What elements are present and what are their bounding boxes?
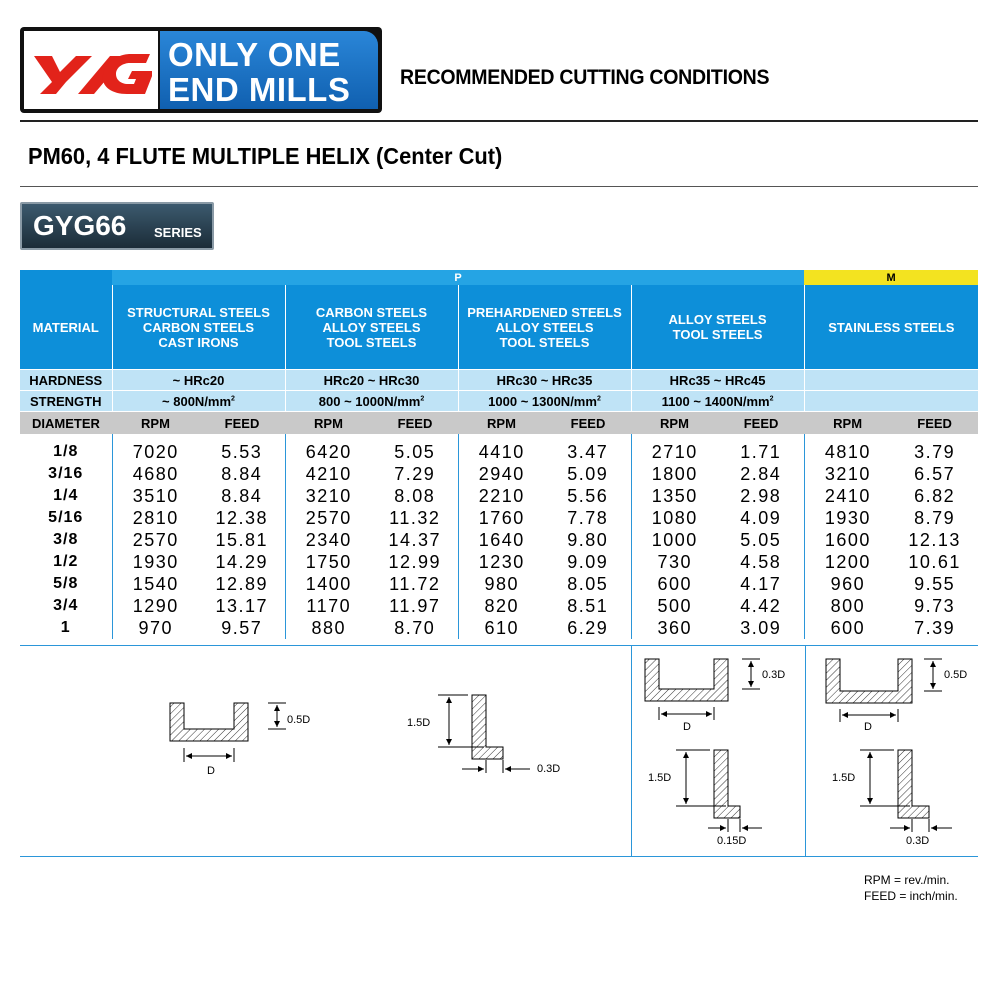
- feed-cell: 8.84: [221, 463, 263, 484]
- rpm-cell: 1600: [804, 529, 891, 551]
- material-2-line-3: TOOL STEELS: [326, 334, 417, 350]
- slot-diagram-c: [645, 659, 760, 720]
- diameter-label: DIAMETER: [20, 412, 112, 435]
- strength-label: STRENGTH: [20, 391, 112, 412]
- rpm-cell: 4810: [804, 441, 891, 463]
- rpm-cell: 600: [804, 617, 891, 639]
- feed-cell: 3.47: [567, 441, 609, 462]
- feed-cell: 8.51: [567, 595, 609, 616]
- diameter-cell: 5/8: [53, 575, 79, 592]
- feed-cell: 11.97: [389, 595, 441, 616]
- rpm-cell: 4210: [285, 463, 372, 485]
- feed-cell: 8.08: [394, 485, 436, 506]
- hardness-3: HRc30 ~ HRc35: [458, 370, 631, 391]
- dim-d-height: 1.5D: [648, 772, 672, 784]
- rpm-header-4: RPM: [631, 412, 718, 435]
- slot-diagram-e: [826, 659, 942, 722]
- side-diagram-d: [676, 750, 762, 832]
- material-1-line-1: STRUCTURAL STEELS: [127, 304, 270, 320]
- dim-e-width: D: [864, 721, 872, 733]
- rpm-cell: 1170: [285, 595, 372, 617]
- diameter-cell: 3/16: [48, 465, 84, 482]
- slot-diagram-a: [170, 703, 286, 762]
- dim-b-height: 1.5D: [407, 717, 431, 729]
- rpm-cell: 1230: [458, 551, 545, 573]
- feed-cell: 9.09: [567, 551, 609, 572]
- rpm-cell: 2340: [285, 529, 372, 551]
- strength-1-value: ~ 800N/mm: [162, 393, 232, 409]
- rpm-cell: 2810: [112, 507, 199, 529]
- feed-header-4: FEED: [718, 412, 804, 435]
- feed-cell: 14.37: [388, 529, 442, 550]
- rpm-cell: 2410: [804, 485, 891, 507]
- series-suffix: SERIES: [154, 225, 202, 240]
- diameter-cell: 1/2: [53, 553, 79, 570]
- strength-1-exp: 2: [231, 395, 235, 403]
- rpm-cell: 1080: [631, 507, 718, 529]
- feed-cell: 8.70: [394, 617, 436, 638]
- feed-cell: 6.57: [914, 463, 956, 484]
- rpm-cell: 4680: [112, 463, 199, 485]
- rpm-cell: 820: [458, 595, 545, 617]
- group-p: P: [112, 270, 804, 285]
- feed-header-1: FEED: [199, 412, 285, 435]
- hardness-1: ~ HRc20: [112, 370, 285, 391]
- rpm-cell: 2570: [112, 529, 199, 551]
- feed-header-5: FEED: [891, 412, 978, 435]
- feed-cell: 4.42: [740, 595, 782, 616]
- dim-a-depth: 0.5D: [287, 714, 311, 726]
- rpm-cell: 1640: [458, 529, 545, 551]
- rpm-cell: 970: [112, 617, 199, 639]
- rpm-cell: 4410: [458, 441, 545, 463]
- strength-4-value: 1100 ~ 1400N/mm: [661, 393, 770, 409]
- rpm-cell: 730: [631, 551, 718, 573]
- feed-cell: 5.53: [221, 441, 263, 462]
- series-name: GYG66: [33, 210, 127, 241]
- feed-cell: 6.82: [914, 485, 956, 506]
- feed-cell: 7.39: [914, 617, 956, 638]
- feed-cell: 15.81: [215, 529, 269, 550]
- page-title: RECOMMENDED CUTTING CONDITIONS: [400, 66, 770, 89]
- side-diagram-b: [438, 695, 530, 773]
- dim-e-depth: 0.5D: [944, 669, 968, 681]
- feed-cell: 9.80: [567, 529, 609, 550]
- feed-cell: 12.13: [908, 529, 961, 550]
- strength-3-value: 1000 ~ 1300N/mm: [488, 393, 597, 409]
- feed-cell: 4.09: [740, 507, 782, 528]
- note-feed: FEED = inch/min.: [864, 889, 958, 903]
- hardness-label: HARDNESS: [20, 370, 112, 391]
- feed-cell: 8.84: [221, 485, 263, 506]
- group-m: M: [804, 270, 978, 285]
- rpm-cell: 880: [285, 617, 372, 639]
- rpm-cell: 1200: [804, 551, 891, 573]
- feed-cell: 4.17: [740, 573, 782, 594]
- rpm-cell: 3210: [285, 485, 372, 507]
- feed-cell: 5.05: [740, 529, 782, 550]
- note-rpm: RPM = rev./min.: [864, 873, 950, 887]
- material-2-line-1: CARBON STEELS: [315, 304, 428, 320]
- feed-cell: 6.29: [567, 617, 609, 638]
- diameter-cell: 3/4: [53, 597, 79, 614]
- material-1-line-2: CARBON STEELS: [142, 319, 255, 335]
- feed-cell: 9.55: [914, 573, 956, 594]
- side-diagram-f: [860, 750, 952, 832]
- rpm-cell: 1750: [285, 551, 372, 573]
- rpm-cell: 1000: [631, 529, 718, 551]
- dim-d-step: 0.15D: [717, 835, 747, 847]
- feed-cell: 12.89: [215, 573, 269, 594]
- strength-4-exp: 2: [769, 395, 774, 403]
- rpm-cell: 1930: [804, 507, 891, 529]
- rpm-cell: 2570: [285, 507, 372, 529]
- diameter-cell: 1: [60, 619, 71, 636]
- feed-header-3: FEED: [545, 412, 631, 435]
- feed-cell: 12.38: [215, 507, 269, 528]
- rpm-header-3: RPM: [458, 412, 545, 435]
- dim-a-width: D: [207, 765, 215, 777]
- rpm-cell: 6420: [285, 441, 372, 463]
- feed-cell: 14.29: [215, 551, 269, 572]
- feed-cell: 11.72: [389, 573, 441, 594]
- feed-cell: 13.17: [215, 595, 269, 616]
- material-4-line-1: ALLOY STEELS: [668, 312, 767, 327]
- rpm-cell: 980: [458, 573, 545, 595]
- feed-header-2: FEED: [372, 412, 458, 435]
- rpm-cell: 1350: [631, 485, 718, 507]
- strength-3-exp: 2: [596, 395, 601, 403]
- rpm-header-5: RPM: [804, 412, 891, 435]
- diameter-cell: 5/16: [48, 509, 84, 526]
- rpm-cell: 1540: [112, 573, 199, 595]
- feed-cell: 8.79: [914, 507, 956, 528]
- strength-2-exp: 2: [420, 395, 425, 403]
- feed-cell: 5.09: [567, 463, 609, 484]
- rpm-cell: 7020: [112, 441, 199, 463]
- hardness-2: HRc20 ~ HRc30: [285, 370, 458, 391]
- rpm-cell: 500: [631, 595, 718, 617]
- feed-cell: 5.05: [394, 441, 436, 462]
- feed-cell: 8.05: [567, 573, 609, 594]
- feed-cell: 4.58: [740, 551, 782, 572]
- feed-cell: 7.78: [567, 507, 609, 528]
- diameter-cell: 1/8: [53, 443, 79, 460]
- dim-f-step: 0.3D: [906, 835, 930, 847]
- rpm-cell: 1800: [631, 463, 718, 485]
- strength-2-value: 800 ~ 1000N/mm: [318, 393, 421, 409]
- diameter-cell: 1/4: [53, 487, 79, 504]
- rpm-cell: 3510: [112, 485, 199, 507]
- rpm-cell: 600: [631, 573, 718, 595]
- material-5-line-1: STAINLESS STEELS: [828, 319, 955, 335]
- feed-cell: 3.09: [740, 617, 782, 638]
- banner-line-1: ONLY ONE: [168, 36, 341, 73]
- feed-cell: 5.56: [567, 485, 609, 506]
- material-2-line-2: ALLOY STEELS: [322, 319, 421, 335]
- rpm-cell: 360: [631, 617, 718, 639]
- material-3-line-3: TOOL STEELS: [499, 334, 590, 350]
- diameter-cell: 3/8: [53, 531, 79, 548]
- rpm-cell: 1290: [112, 595, 199, 617]
- rpm-cell: 2210: [458, 485, 545, 507]
- rpm-cell: 1400: [285, 573, 372, 595]
- banner-line-2: END MILLS: [168, 71, 351, 108]
- feed-cell: 2.98: [740, 485, 782, 506]
- rpm-cell: 2710: [631, 441, 718, 463]
- dim-f-height: 1.5D: [832, 772, 856, 784]
- feed-cell: 12.99: [388, 551, 442, 572]
- feed-cell: 9.73: [914, 595, 956, 616]
- product-subtitle: PM60, 4 FLUTE MULTIPLE HELIX (Center Cut): [28, 143, 503, 169]
- feed-cell: 2.84: [740, 463, 782, 484]
- material-3-line-1: PREHARDENED STEELS: [467, 304, 622, 320]
- material-1-line-3: CAST IRONS: [158, 334, 239, 350]
- rpm-cell: 1930: [112, 551, 199, 573]
- rpm-cell: 610: [458, 617, 545, 639]
- material-3-line-2: ALLOY STEELS: [495, 319, 594, 335]
- rpm-header-2: RPM: [285, 412, 372, 435]
- dim-b-step: 0.3D: [537, 763, 561, 775]
- rpm-cell: 2940: [458, 463, 545, 485]
- dim-c-depth: 0.3D: [762, 669, 786, 681]
- feed-cell: 9.57: [221, 617, 263, 638]
- rpm-cell: 1760: [458, 507, 545, 529]
- feed-cell: 3.79: [914, 441, 956, 462]
- feed-cell: 11.32: [389, 507, 441, 528]
- rpm-cell: 800: [804, 595, 891, 617]
- rpm-header-1: RPM: [112, 412, 199, 435]
- rpm-cell: 960: [804, 573, 891, 595]
- material-label: MATERIAL: [20, 285, 112, 370]
- dim-c-width: D: [683, 721, 691, 733]
- feed-cell: 7.29: [394, 463, 436, 484]
- feed-cell: 1.71: [740, 441, 782, 462]
- feed-cell: 10.61: [908, 551, 961, 572]
- hardness-4: HRc35 ~ HRc45: [631, 370, 804, 391]
- material-4-line-2: TOOL STEELS: [672, 327, 763, 342]
- rpm-cell: 3210: [804, 463, 891, 485]
